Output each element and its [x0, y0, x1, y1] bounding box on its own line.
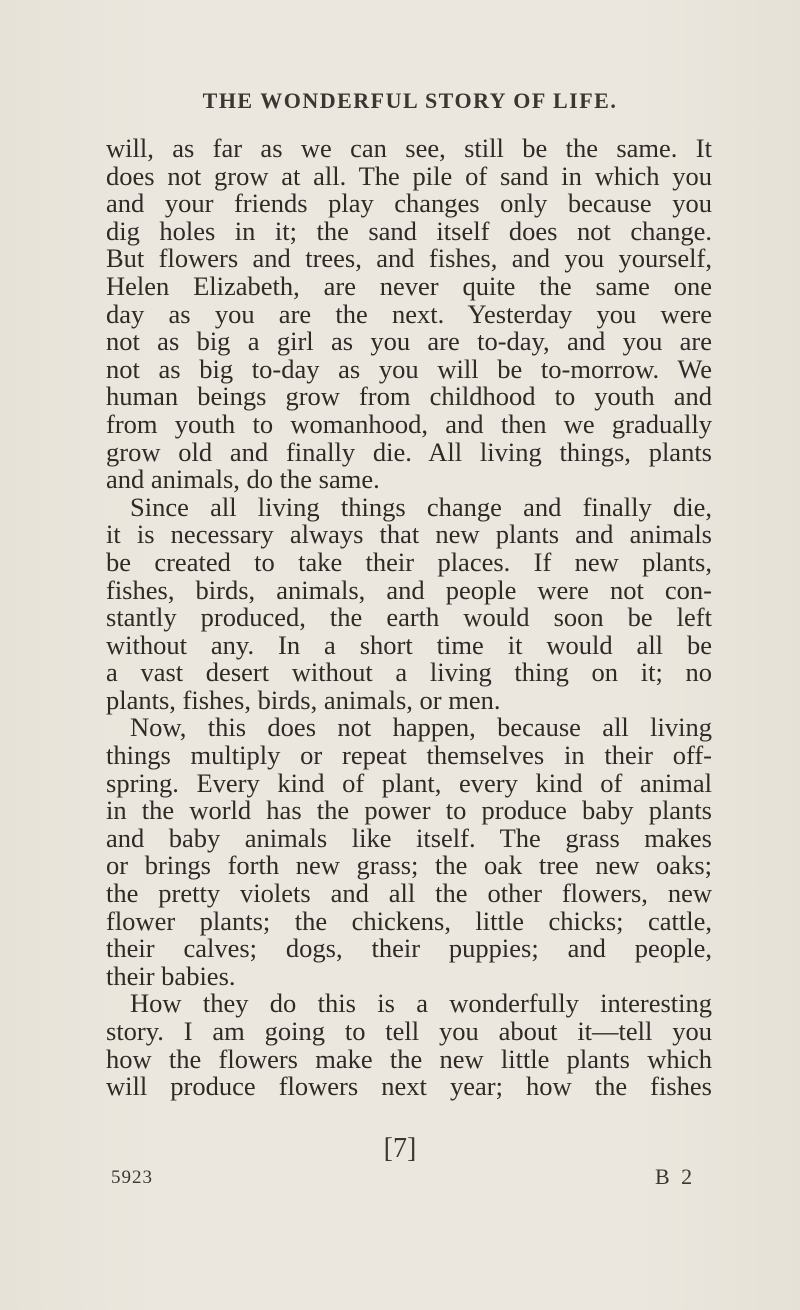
print-code: 5923 — [111, 1167, 153, 1188]
text-line: or brings forth new grass; the oak tree new oaks; — [106, 850, 712, 881]
text-line: But flowers and trees, and fishes, and you yourself, — [106, 243, 712, 274]
text-line: flower plants; the chickens, little chicks; cattle, — [106, 905, 712, 936]
text-line: spring. Every kind of plant, every kind of animal — [106, 767, 712, 798]
text-line: will, as far as we can see, still be the same. It — [106, 133, 712, 163]
text-line — [106, 990, 712, 1018]
text-line: day as you are the next. Yesterday you were — [106, 298, 712, 329]
text-line — [106, 714, 712, 742]
text-line: dig holes in it; the sand itself does not change. — [106, 215, 712, 246]
text-line: from youth to womanhood, and then we gradually — [106, 408, 712, 439]
paragraph-2 — [106, 491, 712, 715]
text-line: does not grow at all. The pile of sand in which you — [106, 160, 712, 191]
text-line: Helen Elizabeth, are never quite the same one — [106, 270, 712, 301]
text-line: human beings grow from childhood to youth and — [106, 381, 712, 412]
text-line: and animals, do the same. — [106, 464, 380, 495]
text-line-content: How they do this is a wonderfully interesting — [130, 988, 712, 1019]
text-line: it is necessary always that new plants and animals — [106, 519, 712, 550]
text-line — [106, 491, 712, 522]
text-line: their babies. — [106, 960, 236, 991]
text-line: plants, fishes, birds, animals, or men. — [106, 684, 501, 715]
text-line: fishes, birds, animals, and people were not con- — [106, 574, 712, 605]
page-number: [7] — [383, 1133, 417, 1164]
running-title: THE WONDERFUL STORY OF LIFE. — [202, 88, 618, 113]
text-line: be created to take their places. If new plants, — [106, 546, 712, 577]
text-line: things multiply or repeat themselves in their off- — [106, 740, 712, 771]
text-line: a vast desert without a living thing on it; no — [106, 657, 712, 688]
text-line: grow old and finally die. All living things, plants — [106, 436, 712, 467]
text-line: not as big a girl as you are to-day, and you are — [106, 326, 712, 357]
paragraph-4 — [106, 990, 712, 1100]
text-line: not as big to-day as you will be to-morrow. We — [106, 353, 712, 384]
paragraph-1 — [106, 135, 712, 494]
text-line: and your friends play changes only because you — [106, 188, 712, 219]
paragraph-3 — [106, 714, 712, 990]
text-line: will produce flowers next year; how the fishes — [106, 1071, 712, 1102]
text-line: the pretty violets and all the other flowers, new — [106, 878, 712, 909]
text-line: without any. In a short time it would all be — [106, 629, 712, 660]
text-line: stantly produced, the earth would soon be left — [106, 602, 712, 633]
text-line: their calves; dogs, their puppies; and people, — [106, 933, 712, 964]
text-line-content: Now, this does not happen, because all living — [130, 712, 712, 743]
text-line: story. I am going to tell you about it—tell you — [106, 1016, 712, 1046]
body-text — [106, 135, 712, 1101]
text-line: and baby animals like itself. The grass makes — [106, 822, 712, 853]
text-line: how the flowers make the new little plants which — [106, 1043, 712, 1074]
text-line: in the world has the power to produce baby plants — [106, 795, 712, 826]
signature-mark: B 2 — [655, 1164, 696, 1189]
text-line-content: Since all living things change and finally die, — [130, 491, 712, 522]
